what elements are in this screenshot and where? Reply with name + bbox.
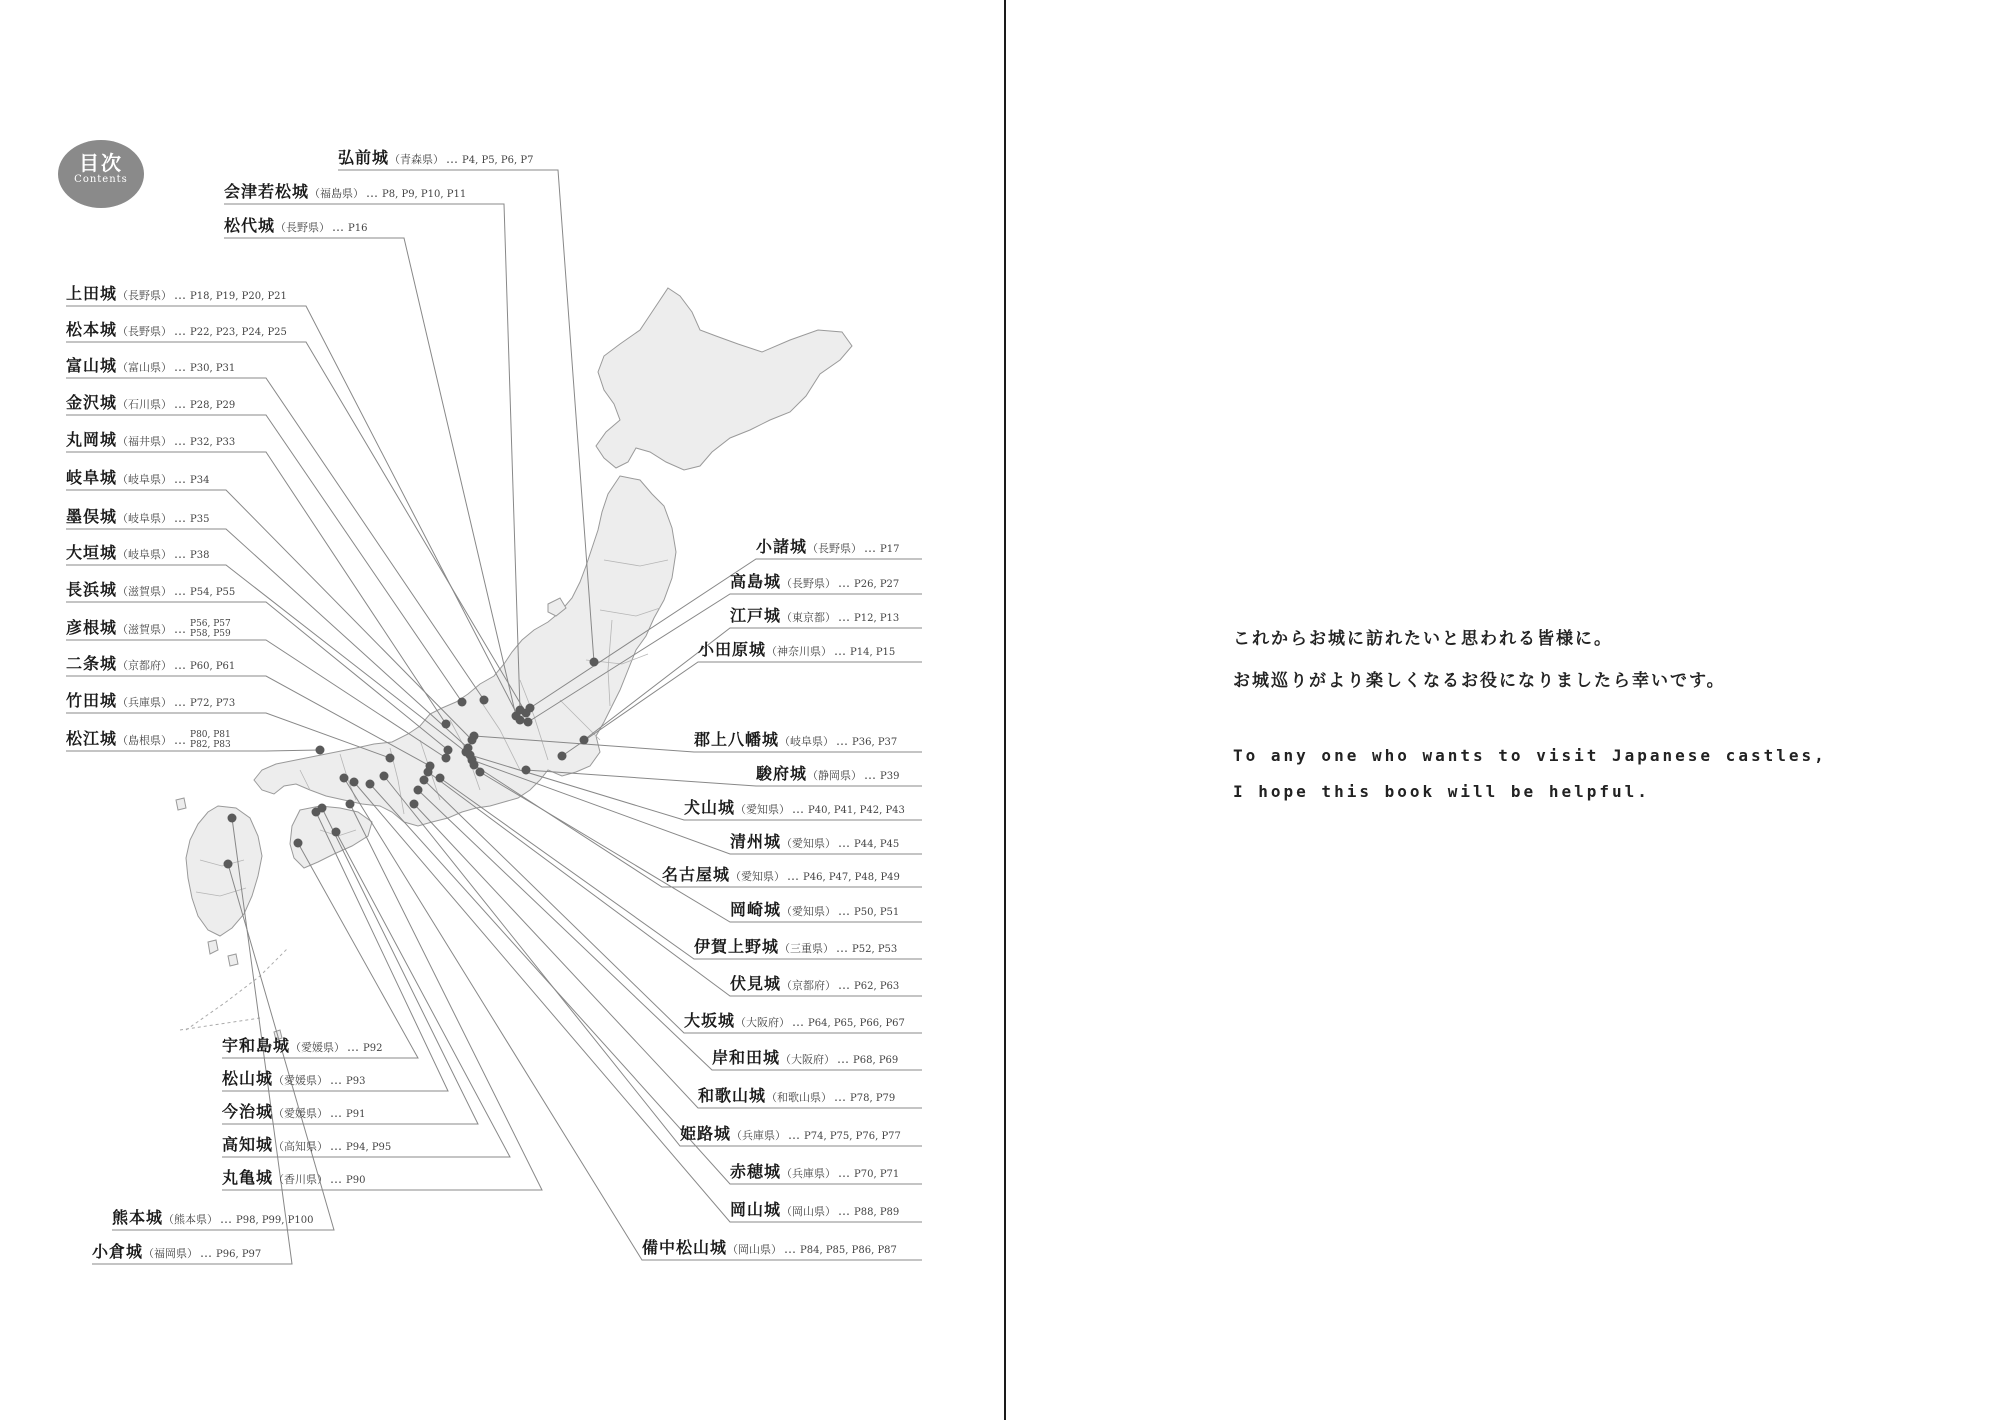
castle-dot-nagoya[interactable] <box>470 761 479 770</box>
castle-pages: P8, P9, P10, P11 <box>382 189 467 200</box>
castle-name: 小倉城 <box>92 1242 144 1261</box>
okinawa-separator-2 <box>180 1018 260 1030</box>
castle-entry-imabari[interactable] <box>222 1102 365 1125</box>
castle-name: 会津若松城 <box>224 182 310 201</box>
castle-prefecture: （兵庫県） <box>781 1167 837 1180</box>
castle-name: 伊賀上野城 <box>694 937 780 956</box>
castle-prefecture: （長野県） <box>117 325 173 338</box>
castle-name: 姫路城 <box>680 1124 732 1143</box>
castle-name: 犬山城 <box>684 798 736 817</box>
ellipsis: … <box>792 1015 805 1029</box>
castle-pages: P90 <box>346 1175 366 1186</box>
castle-dot-odawara[interactable] <box>558 752 567 761</box>
castle-entry-takeda[interactable] <box>66 691 235 714</box>
castle-entry-matsushiro[interactable] <box>224 216 367 239</box>
castle-entry-nijo[interactable] <box>66 654 235 677</box>
ellipsis: … <box>836 734 849 748</box>
castle-prefecture: （神奈川県） <box>766 645 833 658</box>
castle-prefecture: （福岡県） <box>143 1247 199 1260</box>
leader-line-toyama <box>66 378 484 700</box>
castle-prefecture: （兵庫県） <box>731 1129 787 1142</box>
castle-prefecture: （高知県） <box>273 1140 329 1153</box>
ellipsis: … <box>174 472 187 486</box>
castle-dot-hirosaki[interactable] <box>590 658 599 667</box>
castle-name: 江戸城 <box>730 606 782 625</box>
castle-pages-line-1: P80, P81 <box>190 729 231 740</box>
castle-pages: P35 <box>190 514 210 525</box>
castle-entry-kiyosu[interactable] <box>730 832 899 855</box>
castle-name: 備中松山城 <box>642 1238 728 1257</box>
ellipsis: … <box>837 1052 850 1066</box>
ellipsis: … <box>220 1212 233 1226</box>
page-divider <box>1004 0 1006 1420</box>
castle-entry-sunpu[interactable] <box>756 764 899 787</box>
castle-entry-odawara[interactable] <box>698 640 895 663</box>
castle-dot-iga[interactable] <box>436 774 445 783</box>
castle-pages: P54, P55 <box>190 587 236 598</box>
castle-pages-line-2: P58, P59 <box>190 628 231 639</box>
castle-entry-fushimi[interactable] <box>730 974 899 997</box>
castle-dot-kochi[interactable] <box>332 828 341 837</box>
ellipsis: … <box>838 978 851 992</box>
badge-subtitle: Contents <box>74 174 128 185</box>
castle-entry-maruoka[interactable] <box>66 430 235 453</box>
castle-pages: P84, P85, P86, P87 <box>800 1245 897 1256</box>
castle-name: 彦根城 <box>66 618 118 637</box>
message-en-line-1: To any one who wants to visit Japanese castles, <box>1233 746 1827 765</box>
ellipsis: … <box>174 733 187 747</box>
castle-pages <box>190 730 231 750</box>
castle-name: 岡山城 <box>730 1200 782 1219</box>
castle-dot-fushimi[interactable] <box>424 768 433 777</box>
ellipsis: … <box>787 869 800 883</box>
castle-pages: P94, P95 <box>346 1142 392 1153</box>
castle-prefecture: （愛知県） <box>735 803 791 816</box>
ellipsis: … <box>864 768 877 782</box>
castle-name: 富山城 <box>66 356 118 375</box>
castle-entry-okayama[interactable] <box>730 1200 899 1223</box>
castle-dot-matsue[interactable] <box>316 746 325 755</box>
castle-dot-ueda[interactable] <box>516 716 525 725</box>
castle-entry-sunomata[interactable] <box>66 507 209 530</box>
castle-prefecture: （青森県） <box>389 153 445 166</box>
leader-line-hirosaki <box>338 170 594 662</box>
castle-dot-okazaki[interactable] <box>476 768 485 777</box>
castle-entry-uwajima[interactable] <box>222 1036 382 1059</box>
castle-prefecture: （長野県） <box>117 289 173 302</box>
castle-entry-wakayama[interactable] <box>698 1086 895 1109</box>
castle-prefecture: （愛媛県） <box>273 1074 329 1087</box>
castle-pages: P30, P31 <box>190 363 236 374</box>
map-land <box>176 288 852 1048</box>
ellipsis: … <box>788 1128 801 1142</box>
castle-name: 小田原城 <box>698 640 767 659</box>
castle-dot-sunpu[interactable] <box>522 766 531 775</box>
ellipsis: … <box>784 1242 797 1256</box>
castle-name: 長浜城 <box>66 580 118 599</box>
castle-entry-matsumoto[interactable] <box>66 320 287 343</box>
castle-prefecture: （愛媛県） <box>273 1107 329 1120</box>
castle-pages: P64, P65, P66, P67 <box>808 1018 905 1029</box>
castle-name: 大垣城 <box>66 543 118 562</box>
castle-prefecture: （三重県） <box>779 942 835 955</box>
castle-entry-himeji[interactable] <box>680 1124 901 1147</box>
castle-prefecture: （長野県） <box>275 221 331 234</box>
castle-dot-ako[interactable] <box>366 780 375 789</box>
castle-name: 清州城 <box>730 832 782 851</box>
castle-pages-line-1: P56, P57 <box>190 618 231 629</box>
ellipsis: … <box>174 511 187 525</box>
ellipsis: … <box>174 658 187 672</box>
castle-dot-gujo[interactable] <box>470 732 479 741</box>
castle-dot-takeda[interactable] <box>386 754 395 763</box>
castle-pages: P28, P29 <box>190 400 236 411</box>
castle-name: 大坂城 <box>684 1011 736 1030</box>
message-en-line-2: I hope this book will be helpful. <box>1233 782 1650 801</box>
ellipsis: … <box>838 904 851 918</box>
castle-entry-gujo[interactable] <box>694 730 897 753</box>
castle-prefecture: （岐阜県） <box>779 735 835 748</box>
badge-title: 目次 <box>79 151 123 175</box>
castle-entry-ueda[interactable] <box>66 284 287 307</box>
ellipsis: … <box>347 1040 360 1054</box>
ellipsis: … <box>864 541 877 555</box>
castle-pages: P12, P13 <box>854 613 900 624</box>
castle-pages: P78, P79 <box>850 1093 896 1104</box>
castle-name: 岸和田城 <box>712 1048 781 1067</box>
castle-entry-osaka[interactable] <box>684 1011 905 1034</box>
castle-entry-okazaki[interactable] <box>730 900 899 923</box>
castle-entry-inuyama[interactable] <box>684 798 905 821</box>
castle-name: 宇和島城 <box>222 1036 291 1055</box>
castle-prefecture: （長野県） <box>781 577 837 590</box>
castle-name: 金沢城 <box>66 393 118 412</box>
ellipsis: … <box>836 941 849 955</box>
castle-entry-ako[interactable] <box>730 1162 899 1185</box>
castle-entry-marugame[interactable] <box>222 1168 365 1191</box>
castle-name: 松代城 <box>224 216 276 235</box>
castle-name: 高島城 <box>730 572 782 591</box>
castle-pages: P18, P19, P20, P21 <box>190 291 287 302</box>
castle-pages: P93 <box>346 1076 366 1087</box>
castle-pages: P44, P45 <box>854 839 900 850</box>
castle-pages: P91 <box>346 1109 366 1120</box>
castle-pages: P26, P27 <box>854 579 900 590</box>
castle-pages: P60, P61 <box>190 661 236 672</box>
castle-pages: P16 <box>348 223 368 234</box>
castle-name: 伏見城 <box>730 974 782 993</box>
castle-prefecture: （熊本県） <box>163 1213 219 1226</box>
castle-prefecture: （和歌山県） <box>766 1091 833 1104</box>
ellipsis: … <box>838 1204 851 1218</box>
castle-dot-okayama[interactable] <box>350 778 359 787</box>
ellipsis: … <box>332 220 345 234</box>
castle-entry-kishiwada[interactable] <box>712 1048 898 1071</box>
castle-pages: P92 <box>363 1043 383 1054</box>
castle-prefecture: （愛媛県） <box>290 1041 346 1054</box>
castle-prefecture: （岐阜県） <box>117 512 173 525</box>
castle-name: 熊本城 <box>112 1208 164 1227</box>
ellipsis: … <box>174 695 187 709</box>
ellipsis: … <box>174 360 187 374</box>
castle-entry-komoro[interactable] <box>756 537 899 560</box>
ellipsis: … <box>174 547 187 561</box>
castle-name: 今治城 <box>222 1102 274 1121</box>
ellipsis: … <box>174 434 187 448</box>
castle-prefecture: （岐阜県） <box>117 548 173 561</box>
castle-prefecture: （島根県） <box>117 734 173 747</box>
castle-pages: P98, P99, P100 <box>236 1215 314 1226</box>
ellipsis: … <box>200 1246 213 1260</box>
castle-name: 名古屋城 <box>662 865 731 884</box>
castle-dot-edo[interactable] <box>580 736 589 745</box>
castle-entry-nagahama[interactable] <box>66 580 235 603</box>
castle-prefecture: （京都府） <box>781 979 837 992</box>
ellipsis: … <box>174 324 187 338</box>
castle-entry-hikone[interactable] <box>66 618 231 640</box>
castle-pages: P40, P41, P42, P43 <box>808 805 905 816</box>
castle-dot-komoro[interactable] <box>526 704 535 713</box>
ellipsis: … <box>366 186 379 200</box>
castle-name: 赤穂城 <box>730 1162 782 1181</box>
castle-dot-nagahama[interactable] <box>444 746 453 755</box>
castle-name: 墨俣城 <box>66 507 118 526</box>
message-jp-line-2: お城巡りがより楽しくなるお役になりましたら幸いです。 <box>1233 671 1726 691</box>
castle-prefecture: （東京都） <box>781 611 837 624</box>
castle-name: 小諸城 <box>756 537 808 556</box>
ellipsis: … <box>330 1106 343 1120</box>
castle-entry-toyama[interactable] <box>66 356 235 379</box>
castle-pages: P14, P15 <box>850 647 896 658</box>
castle-dot-himeji[interactable] <box>380 772 389 781</box>
castle-pages: P62, P63 <box>854 981 900 992</box>
castle-dot-kishiwada[interactable] <box>414 786 423 795</box>
castle-prefecture: （香川県） <box>273 1173 329 1186</box>
castle-dot-imabari[interactable] <box>318 804 327 813</box>
castle-prefecture: （愛知県） <box>781 837 837 850</box>
ellipsis: … <box>174 584 187 598</box>
castle-dot-kumamoto[interactable] <box>224 860 233 869</box>
castle-name: 上田城 <box>66 284 118 303</box>
castle-prefecture: （岡山県） <box>727 1243 783 1256</box>
castle-pages: P72, P73 <box>190 698 236 709</box>
castle-pages: P68, P69 <box>853 1055 899 1066</box>
castle-prefecture: （福島県） <box>309 187 365 200</box>
castle-pages: P38 <box>190 550 210 561</box>
castle-entry-aizu[interactable] <box>224 182 466 205</box>
castle-name: 岐阜城 <box>66 468 118 487</box>
castle-prefecture: （愛知県） <box>781 905 837 918</box>
castle-prefecture: （石川県） <box>117 398 173 411</box>
castle-name: 岡崎城 <box>730 900 782 919</box>
castle-name: 松江城 <box>66 729 118 748</box>
castle-dot-maruoka[interactable] <box>442 720 451 729</box>
castle-dot-osaka[interactable] <box>420 776 429 785</box>
castle-entry-takashima[interactable] <box>730 572 899 595</box>
ellipsis: … <box>834 644 847 658</box>
castle-pages: P39 <box>880 771 900 782</box>
castle-prefecture: （京都府） <box>117 659 173 672</box>
castle-pages: P50, P51 <box>854 907 900 918</box>
castle-prefecture: （大阪府） <box>735 1016 791 1029</box>
castle-prefecture: （富山県） <box>117 361 173 374</box>
leader-line-matsushiro <box>224 238 516 716</box>
castle-pages: P70, P71 <box>854 1169 900 1180</box>
castle-entry-hirosaki[interactable] <box>338 148 533 171</box>
castle-pages: P74, P75, P76, P77 <box>804 1131 901 1142</box>
castle-prefecture: （愛知県） <box>730 870 786 883</box>
castle-prefecture: （岐阜県） <box>117 473 173 486</box>
ellipsis: … <box>330 1139 343 1153</box>
castle-name: 駿府城 <box>756 764 808 783</box>
ellipsis: … <box>838 1166 851 1180</box>
castle-name: 和歌山城 <box>698 1086 767 1105</box>
castle-pages: P22, P23, P24, P25 <box>190 327 287 338</box>
castle-dot-uwajima[interactable] <box>294 839 303 848</box>
castle-prefecture: （静岡県） <box>807 769 863 782</box>
castle-dot-marugame[interactable] <box>346 800 355 809</box>
castle-prefecture: （滋賀県） <box>117 623 173 636</box>
castle-name: 高知城 <box>222 1135 274 1154</box>
castle-entry-matsue[interactable] <box>66 729 231 751</box>
ellipsis: … <box>838 610 851 624</box>
castle-pages <box>190 619 231 639</box>
ellipsis: … <box>834 1090 847 1104</box>
castle-pages-line-2: P82, P83 <box>190 739 231 750</box>
castle-name: 丸岡城 <box>66 430 118 449</box>
castle-dot-kanazawa[interactable] <box>458 698 467 707</box>
castle-entry-kanazawa[interactable] <box>66 393 235 416</box>
castle-entry-kokura[interactable] <box>92 1242 261 1265</box>
castle-entry-bitchu[interactable] <box>642 1238 897 1261</box>
castle-pages: P52, P53 <box>852 944 898 955</box>
ellipsis: … <box>174 288 187 302</box>
ellipsis: … <box>838 836 851 850</box>
castle-pages: P17 <box>880 544 900 555</box>
castle-prefecture: （福井県） <box>117 435 173 448</box>
castle-dot-wakayama[interactable] <box>410 800 419 809</box>
castle-name: 松山城 <box>222 1069 274 1088</box>
castle-prefecture: （大阪府） <box>780 1053 836 1066</box>
ellipsis: … <box>838 576 851 590</box>
contents-badge <box>58 140 144 208</box>
ellipsis: … <box>446 152 459 166</box>
castle-name: 弘前城 <box>338 148 390 167</box>
castle-dot-takashima[interactable] <box>524 718 533 727</box>
castle-dot-bitchu[interactable] <box>340 774 349 783</box>
castle-prefecture: （滋賀県） <box>117 585 173 598</box>
ellipsis: … <box>792 802 805 816</box>
castle-pages: P32, P33 <box>190 437 236 448</box>
castle-pages: P46, P47, P48, P49 <box>803 872 900 883</box>
castle-name: 竹田城 <box>66 691 118 710</box>
castle-pages: P34 <box>190 475 210 486</box>
castle-name: 松本城 <box>66 320 118 339</box>
ellipsis: … <box>330 1172 343 1186</box>
castle-entry-kumamoto[interactable] <box>112 1208 313 1231</box>
ellipsis: … <box>330 1073 343 1087</box>
castle-name: 二条城 <box>66 654 118 673</box>
message-jp-line-1: これからお城に訪れたいと思われる皆様に。 <box>1233 629 1613 649</box>
castle-entry-matsuyama[interactable] <box>222 1069 365 1092</box>
castle-prefecture: （長野県） <box>807 542 863 555</box>
castle-dot-toyama[interactable] <box>480 696 489 705</box>
castle-entry-gifu[interactable] <box>66 468 209 491</box>
castle-dot-hikone[interactable] <box>442 754 451 763</box>
castle-name: 郡上八幡城 <box>694 730 780 749</box>
castle-prefecture: （岡山県） <box>781 1205 837 1218</box>
castle-entry-nagoya[interactable] <box>662 865 900 888</box>
castle-dot-kokura[interactable] <box>228 814 237 823</box>
castle-entry-kochi[interactable] <box>222 1135 391 1158</box>
castle-pages: P88, P89 <box>854 1207 900 1218</box>
castle-prefecture: （兵庫県） <box>117 696 173 709</box>
castle-entry-edo[interactable] <box>730 606 899 629</box>
ellipsis: … <box>174 397 187 411</box>
castle-pages: P96, P97 <box>216 1249 262 1260</box>
castle-name: 丸亀城 <box>222 1168 274 1187</box>
castle-entry-iga[interactable] <box>694 937 897 960</box>
castle-entry-ogaki[interactable] <box>66 543 209 566</box>
castle-pages: P4, P5, P6, P7 <box>462 155 534 166</box>
castle-pages: P36, P37 <box>852 737 898 748</box>
ellipsis: … <box>174 622 187 636</box>
